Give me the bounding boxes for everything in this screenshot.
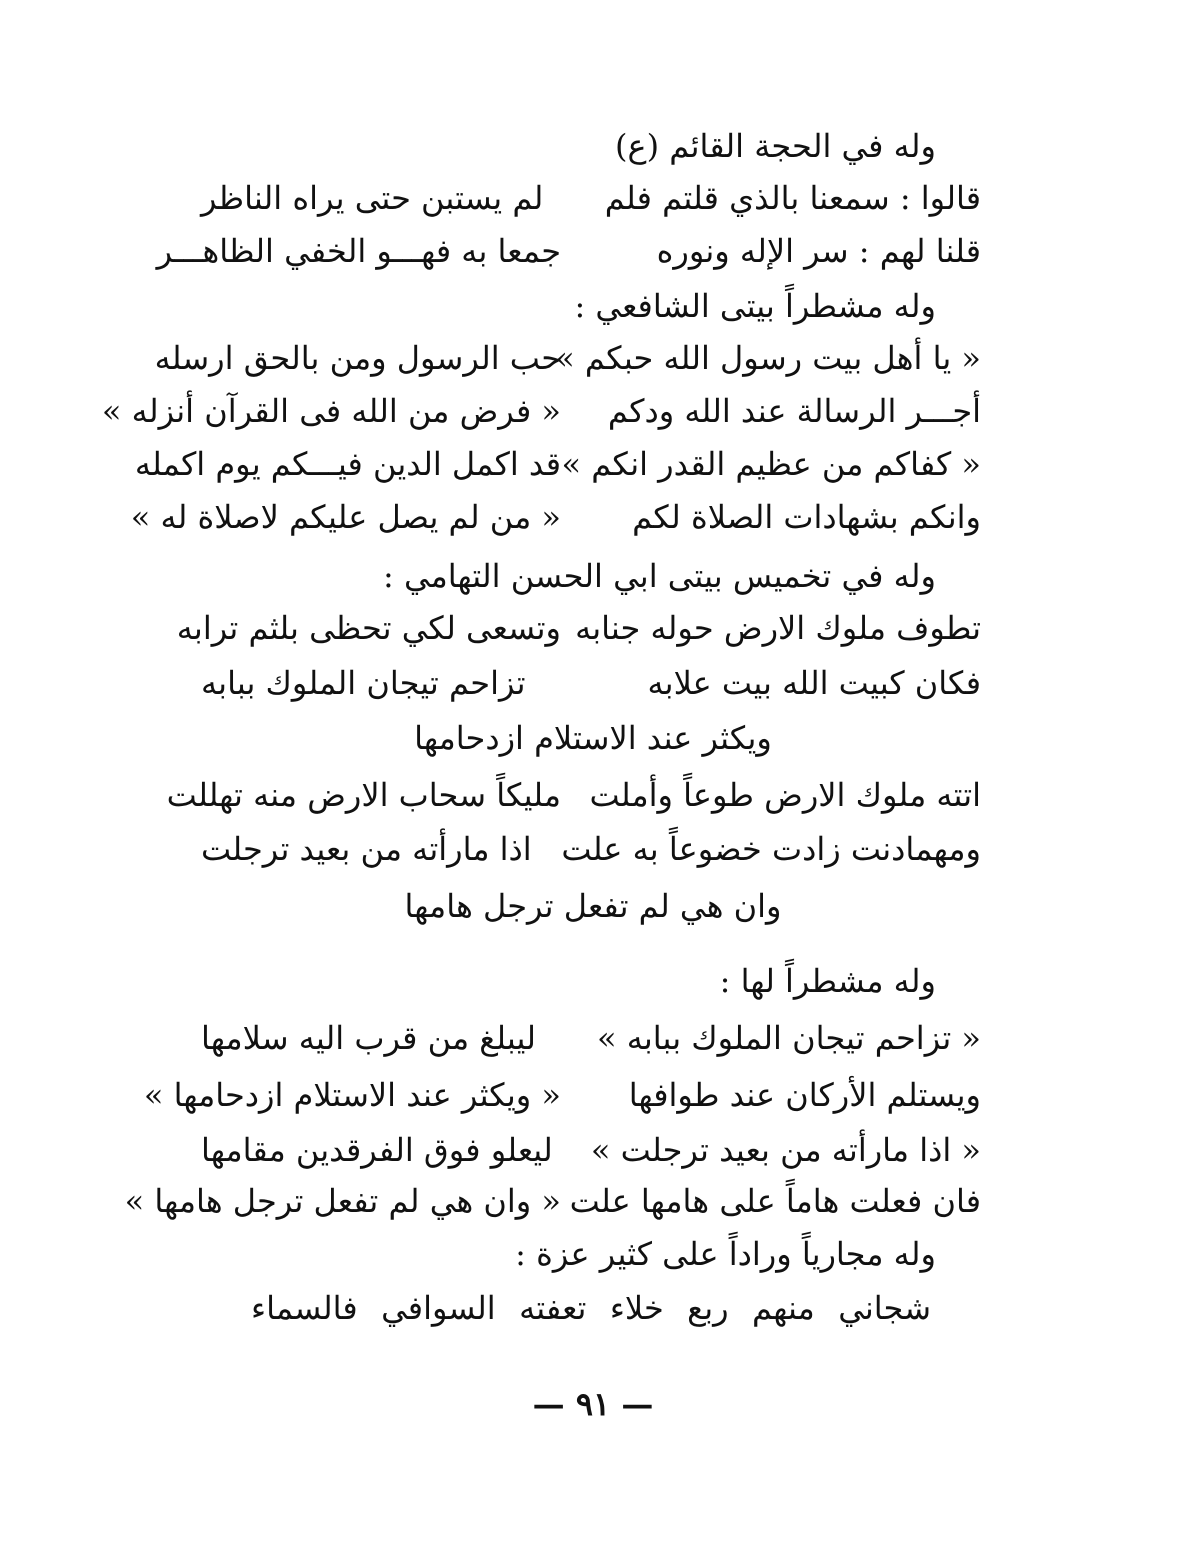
hemistich-second: تزاحم تيجان الملوك ببابه bbox=[201, 664, 526, 702]
poem3-verse-1 bbox=[176, 605, 981, 651]
hemistich-first: فكان كبيت الله بيت علابه bbox=[647, 664, 981, 702]
hemistich-first: تطوف ملوك الارض حوله جنابه bbox=[575, 609, 981, 647]
hemistich-first: ويستلم الأركان عند طوافها bbox=[628, 1076, 981, 1114]
poem4-verse-3 bbox=[201, 1127, 981, 1173]
hemistich-first: قلنا لهم : سر الإله ونوره bbox=[656, 232, 981, 270]
hemistich-second: ليعلو فوق الفرقدين مقامها bbox=[201, 1131, 553, 1169]
hemistich-second: قد اكمل الدين فيـــكم يوم اكمله bbox=[134, 445, 561, 483]
poem5-word: شجاني bbox=[838, 1289, 931, 1327]
poem4-verse-2 bbox=[143, 1072, 981, 1118]
hemistich-first: « كفاكم من عظيم القدر انكم » bbox=[561, 445, 981, 483]
hemistich-first: ومهمادنت زادت خضوعاً به علت bbox=[561, 830, 981, 868]
hemistich-second: مليكاً سحاب الارض منه تهللت bbox=[166, 776, 561, 814]
hemistich-second: جمعا به فهـــو الخفي الظاهـــر bbox=[156, 232, 561, 270]
refrain-2: وان هي لم تفعل ترجل هامها bbox=[404, 887, 782, 925]
hemistich-second: ليبلغ من قرب اليه سلامها bbox=[201, 1019, 536, 1057]
hemistich-first: فان فعلت هاماً على هامها علت bbox=[569, 1182, 981, 1220]
hemistich-second: وتسعى لكي تحظى بلثم ترابه bbox=[176, 609, 561, 647]
hemistich-first: وانكم بشهادات الصلاة لكم bbox=[632, 498, 981, 536]
hemistich-first: قالوا : سمعنا بالذي قلتم فلم bbox=[604, 179, 981, 217]
heading-tahami: وله في تخميس بيتى ابي الحسن التهامي : bbox=[383, 557, 936, 595]
poem2-verse-2 bbox=[101, 388, 981, 434]
hemistich-second: « فرض من الله فى القرآن أنزله » bbox=[101, 392, 561, 430]
poem5-line bbox=[251, 1289, 931, 1327]
hemistich-second: « وان هي لم تفعل ترجل هامها » bbox=[124, 1182, 561, 1220]
poem2-verse-4 bbox=[130, 494, 981, 540]
heading-shafii: وله مشطراً بيتى الشافعي : bbox=[574, 287, 936, 325]
hemistich-second: « من لم يصل عليكم لاصلاة له » bbox=[130, 498, 561, 536]
poem3-verse-4 bbox=[201, 826, 981, 872]
poem3-verse-2 bbox=[201, 660, 981, 706]
poem1-verse-1 bbox=[201, 175, 981, 221]
hemistich-first: أجـــر الرسالة عند الله ودكم bbox=[607, 392, 981, 430]
poem2-verse-3 bbox=[134, 441, 981, 487]
poem2-verse-1 bbox=[154, 335, 981, 381]
heading-hujja: وله في الحجة القائم (ع) bbox=[615, 127, 936, 165]
poem4-verse-1 bbox=[201, 1015, 981, 1061]
heading-mushattar: وله مشطراً لها : bbox=[719, 962, 936, 1000]
hemistich-first: « يا أهل بيت رسول الله حبكم » bbox=[555, 339, 981, 377]
poem3-verse-3 bbox=[166, 772, 981, 818]
hemistich-second: لم يستبن حتى يراه الناظر bbox=[201, 179, 544, 217]
hemistich-second: اذا مارأته من بعيد ترجلت bbox=[201, 830, 532, 868]
heading-kuthayyir: وله مجارياً وراداً على كثير عزة : bbox=[515, 1235, 936, 1273]
hemistich-first: « تزاحم تيجان الملوك ببابه » bbox=[596, 1019, 981, 1057]
hemistich-second: « ويكثر عند الاستلام ازدحامها » bbox=[143, 1076, 561, 1114]
poem5-word: خلاء bbox=[609, 1289, 664, 1327]
poem5-word: السوافي bbox=[381, 1289, 496, 1327]
refrain-1: ويكثر عند الاستلام ازدحامها bbox=[414, 719, 772, 757]
poem4-verse-4 bbox=[124, 1178, 981, 1224]
hemistich-first: اتته ملوك الارض طوعاً وأملت bbox=[589, 776, 981, 814]
poem5-word: ربع bbox=[687, 1289, 729, 1327]
hemistich-second: حب الرسول ومن بالحق ارسله bbox=[154, 339, 561, 377]
poem5-word: فالسماء bbox=[251, 1289, 358, 1327]
poem1-verse-2 bbox=[156, 228, 981, 274]
page-number: — ٩١ — bbox=[532, 1385, 654, 1423]
poem5-word: تعفته bbox=[519, 1289, 587, 1327]
poem5-word: منهم bbox=[751, 1289, 815, 1327]
hemistich-first: « اذا مارأته من بعيد ترجلت » bbox=[590, 1131, 981, 1169]
